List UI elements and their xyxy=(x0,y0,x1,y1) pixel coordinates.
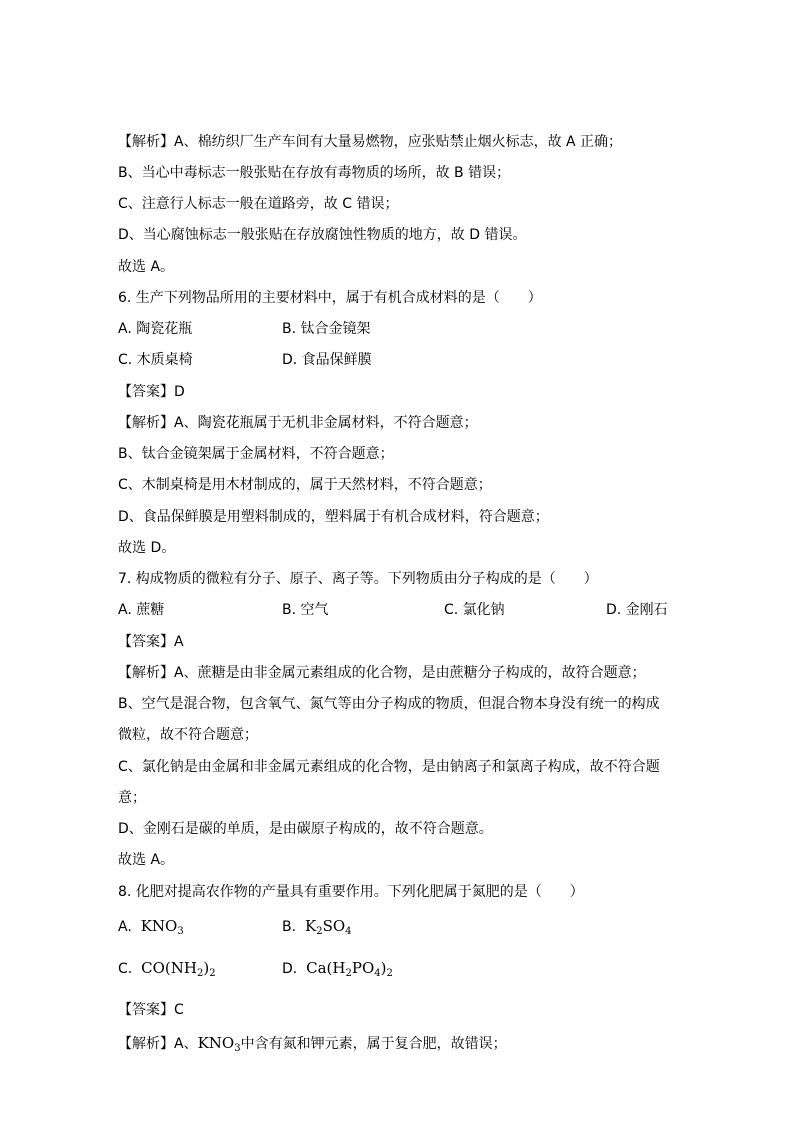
analysis-line: D、当心腐蚀标志一般张贴在存放腐蚀性物质的地方，故 D 错误。 xyxy=(118,227,527,243)
analysis-line: B、空气是混合物，包含氧气、氮气等由分子构成的物质，但混合物本身没有统一的构成 xyxy=(118,696,660,712)
answer-line: 【答案】A xyxy=(118,634,184,650)
analysis-line: 意； xyxy=(118,790,146,806)
formula-urea: $CO(NH_2)_2$ xyxy=(141,959,216,979)
analysis-line: B、钛合金镜架属于金属材料，不符合题意； xyxy=(118,446,394,462)
conclusion-line: 故选 A。 xyxy=(118,852,175,868)
analysis-line: 【解析】A、蔗糖是由非金属元素组成的化合物，是由蔗糖分子构成的，故符合题意； xyxy=(118,665,646,681)
analysis-line: 【解析】A、$KNO_3$中含有氮和钾元素，属于复合肥，故错误； xyxy=(118,1034,507,1054)
q7-option-c: C. 氯化钠 xyxy=(444,602,505,618)
analysis-line: D、金刚石是碳的单质，是由碳原子构成的，故不符合题意。 xyxy=(118,821,493,837)
q6-option-b: B. 钛合金镜架 xyxy=(282,321,371,337)
q6-option-a: A. 陶瓷花瓶 xyxy=(118,321,193,337)
q7-option-b: B. 空气 xyxy=(282,602,329,618)
analysis-line: C、注意行人标志一般在道路旁，故 C 错误； xyxy=(118,196,399,212)
q7-option-d: D. 金刚石 xyxy=(606,602,668,618)
q6-option-d: D. 食品保鲜膜 xyxy=(282,352,372,368)
answer-line: 【答案】D xyxy=(118,384,185,400)
formula-cah2po4: $Ca(H_2PO_4)_2$ xyxy=(306,959,393,979)
q8-option-c: C. $CO(NH_2)_2$ xyxy=(118,959,216,979)
analysis-line: 【解析】A、陶瓷花瓶属于无机非金属材料，不符合题意； xyxy=(118,415,478,431)
q8-option-d: D. $Ca(H_2PO_4)_2$ xyxy=(282,959,393,979)
analysis-line: 微粒，故不符合题意； xyxy=(118,727,258,743)
analysis-line: 【解析】A、棉纺织厂生产车间有大量易燃物，应张贴禁止烟火标志，故 A 正确； xyxy=(118,134,623,150)
conclusion-line: 故选 A。 xyxy=(118,259,175,275)
analysis-line: B、当心中毒标志一般张贴在存放有毒物质的场所，故 B 错误； xyxy=(118,165,511,181)
analysis-line: C、木制桌椅是用木材制成的，属于天然材料，不符合题意； xyxy=(118,477,492,493)
question-7: 7. 构成物质的微粒有分子、原子、离子等。下列物质由分子构成的是（ ） xyxy=(118,571,598,587)
conclusion-line: 故选 D。 xyxy=(118,540,176,556)
q8-option-a: A. $KNO_3$ xyxy=(118,917,184,937)
formula-kno3-inline: $KNO_3$ xyxy=(197,1034,241,1054)
analysis-line: D、食品保鲜膜是用塑料制成的，塑料属于有机合成材料，符合题意； xyxy=(118,509,549,525)
q8-option-b: B. $K_2SO_4$ xyxy=(282,917,352,937)
formula-k2so4: $K_2SO_4$ xyxy=(304,917,352,937)
q6-option-c: C. 木质桌椅 xyxy=(118,352,193,368)
q7-option-a: A. 蔗糖 xyxy=(118,602,165,618)
analysis-line: C、氯化钠是由金属和非金属元素组成的化合物，是由钠离子和氯离子构成，故不符合题 xyxy=(118,759,660,775)
formula-kno3: $KNO_3$ xyxy=(140,917,184,937)
question-6: 6. 生产下列物品所用的主要材料中，属于有机合成材料的是（ ） xyxy=(118,290,542,306)
question-8: 8. 化肥对提高农作物的产量具有重要作用。下列化肥属于氮肥的是（ ） xyxy=(118,884,584,900)
answer-line: 【答案】C xyxy=(118,1002,184,1018)
